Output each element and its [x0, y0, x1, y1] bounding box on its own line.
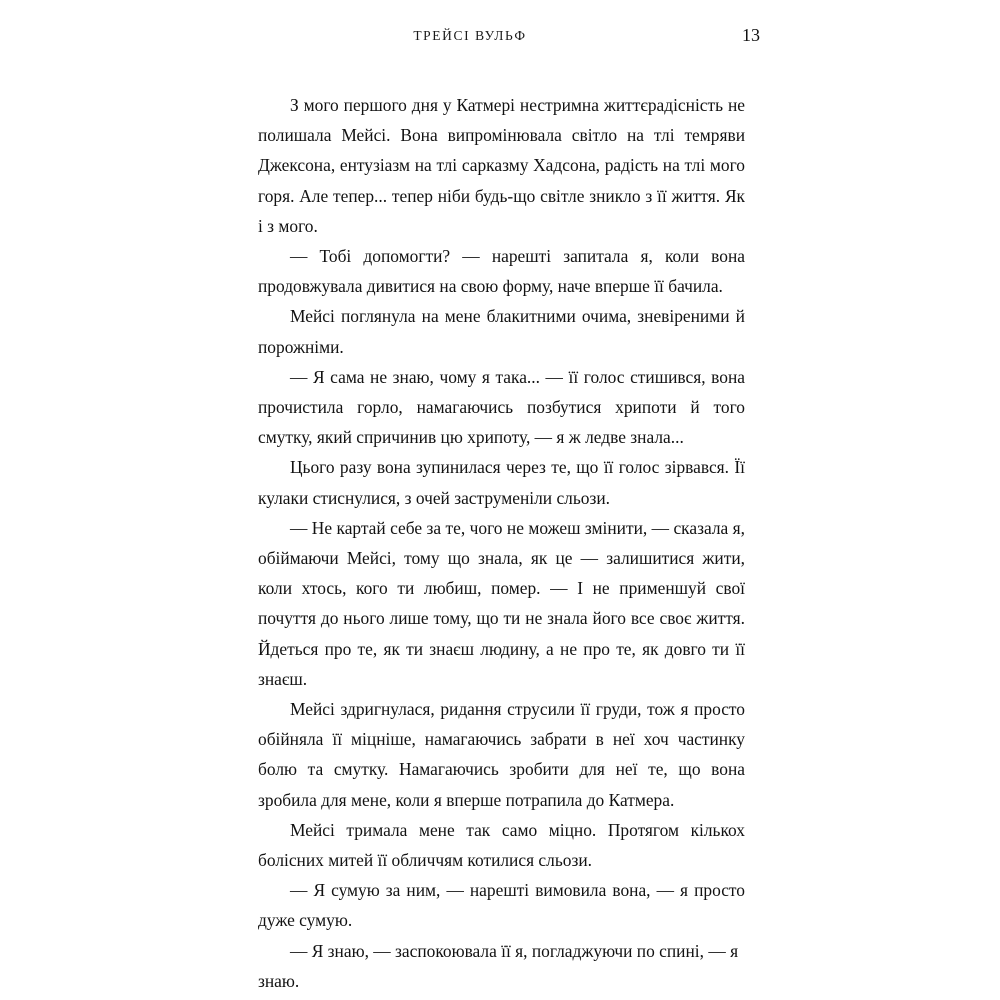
paragraph: Цього разу вона зупинилася через те, що її голос зірвався. Її кулаки стиснулися, з очей заструменіли сльози.: [258, 457, 745, 508]
running-head-author: ТРЕЙСІ ВУЛЬФ: [413, 28, 527, 43]
body-text: [258, 90, 745, 996]
paragraph: Мейсі поглянула на мене блакитними очима, зневіреними й порожніми.: [258, 306, 745, 357]
paragraph: — Я сумую за ним, — нарешті вимовила вона, — я просто дуже сумую.: [258, 880, 745, 931]
paragraph: З мого першого дня у Катмері нестримна життєрадісність не полишала Мейсі. Вона випромінювала світло на тлі темряви Джексона, ентузіазм на тлі сарказму Хадсона, радість на тлі мого горя. Але тепер... тепер ніби будь-що світле зникло з її життя. Як і з мого.: [258, 95, 745, 236]
paragraph: Мейсі здригнулася, ридання струсили її груди, тож я просто обійняла її міцніше, намагаючись забрати в неї хоч частинку болю та смутку. Намагаючись зробити для неї те, що вона зробила для мене, коли я вперше потрапила до Катмера.: [258, 699, 745, 810]
paragraph: — Я сама не знаю, чому я така... — її голос стишився, вона прочистила горло, намагаючись позбутися хрипоти й того смутку, який спричинив цю хрипоту, — я ж ледве знала...: [258, 366, 745, 448]
paragraph: — Я знаю, — заспокоювала її я, погладжуючи по спині, — я знаю.: [258, 940, 739, 991]
paragraph: — Тобі допомогти? — нарешті запитала я, коли вона продовжувала дивитися на свою форму, наче вперше її бачила.: [258, 246, 745, 297]
page-number: 13: [742, 25, 760, 45]
paragraph: Мейсі тримала мене так само міцно. Протягом кількох болісних митей її обличчям котилися сльози.: [258, 819, 745, 871]
paragraph: — Не картай себе за те, чого не можеш змінити, — сказала я, обіймаючи Мейсі, тому що знала, як це — залишитися жити, коли хтось, кого ти любиш, помер. — І не применшуй свої почуття до нього лише тому, що ти не знала його все своє життя. Йдеться про те, як ти знаєш людину, а не про те, як довго ти її знаєш.: [258, 517, 745, 689]
page-header: [255, 25, 760, 52]
